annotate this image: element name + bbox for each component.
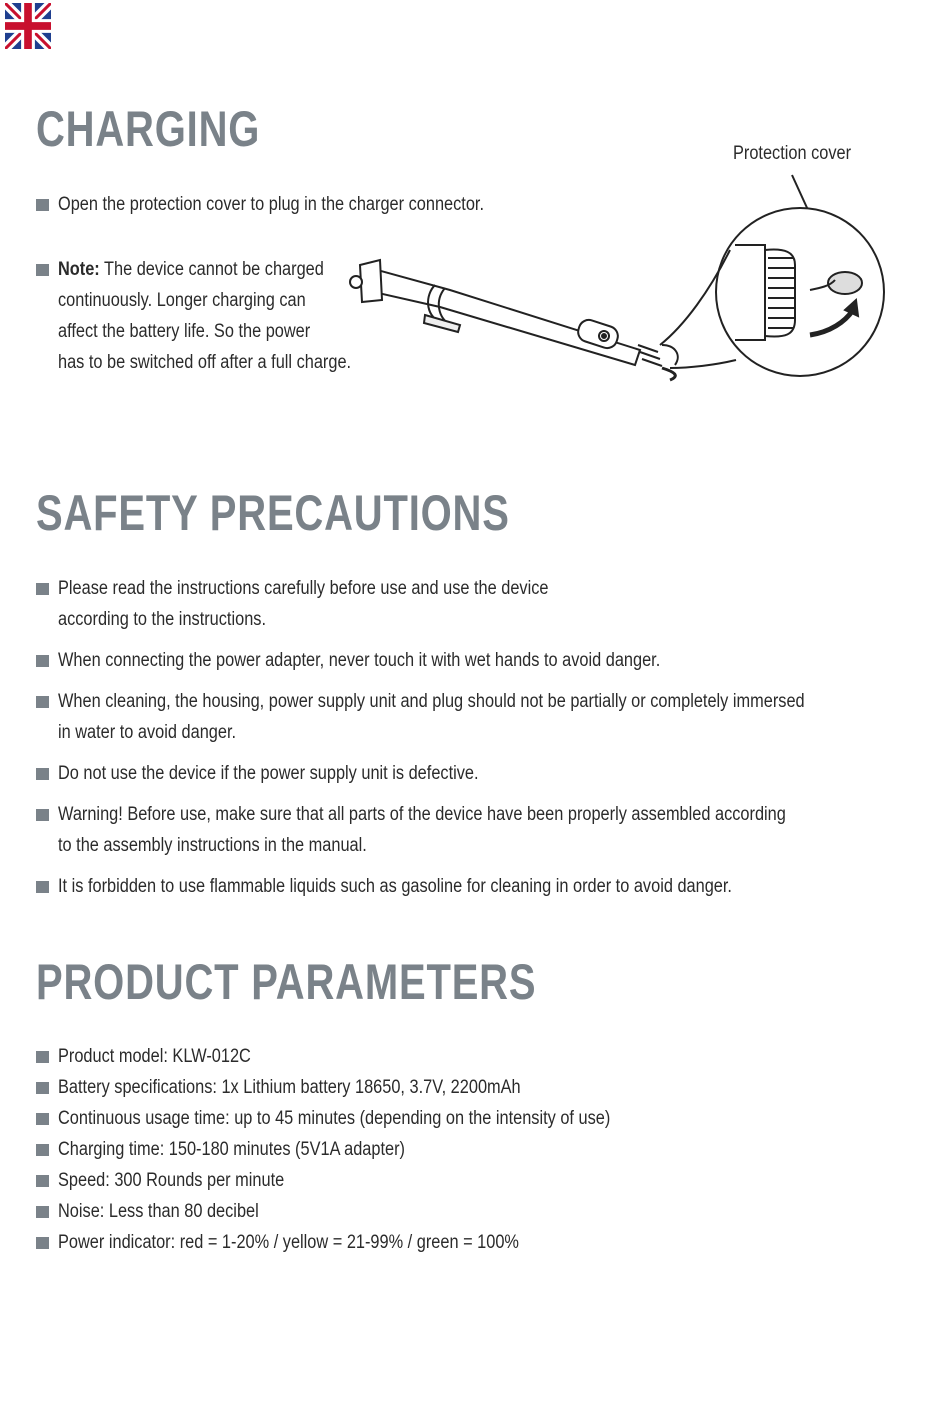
safety-title: SAFETY PRECAUTIONS	[36, 485, 510, 541]
list-item: Warning! Before use, make sure that all parts of the device have been properly assembled according	[36, 799, 904, 830]
safety-list	[36, 871, 842, 902]
list-item: Please read the instructions carefully before use and use the device	[36, 573, 628, 604]
list-item: according to the instructions.	[58, 609, 266, 630]
square-bullet-icon	[36, 1144, 49, 1156]
note-label: Note:	[58, 259, 100, 280]
list-item: Do not use the device if the power supply unit is defective.	[36, 758, 547, 789]
list-item: Product model: KLW-012C	[36, 1041, 700, 1072]
list-item: When connecting the power adapter, never touch it with wet hands to avoid danger.	[36, 645, 758, 676]
square-bullet-icon	[36, 655, 49, 667]
list-item: Charging time: 150-180 minutes (5V1A adapter)	[36, 1134, 700, 1165]
safety-list	[36, 645, 758, 676]
charger-device-illustration	[340, 140, 920, 400]
list-item: When cleaning, the housing, power supply unit and plug should not be partially or completely immersed	[36, 686, 926, 717]
list-item: Power indicator: red = 1-20% / yellow = 21-99% / green = 100%	[36, 1227, 700, 1258]
list-item: has to be switched off after a full charge.	[58, 352, 352, 373]
list-item: Noise: Less than 80 decibel	[36, 1196, 700, 1227]
charging-title: CHARGING	[36, 101, 261, 157]
square-bullet-icon	[36, 1175, 49, 1187]
list-item: affect the battery life. So the power	[58, 321, 311, 342]
square-bullet-icon	[36, 809, 49, 821]
list-item: in water to avoid danger.	[58, 722, 237, 743]
list-item: Open the protection cover to plug in the charger connector.	[36, 189, 553, 220]
protection-cover-label: Protection cover	[733, 143, 852, 164]
square-bullet-icon	[36, 199, 49, 211]
list-item: Battery specifications: 1x Lithium battery 18650, 3.7V, 2200mAh	[36, 1072, 700, 1103]
list-item: continuously. Longer charging can	[58, 290, 306, 311]
list-item: Speed: 300 Rounds per minute	[36, 1165, 700, 1196]
square-bullet-icon	[36, 1051, 49, 1063]
square-bullet-icon	[36, 881, 49, 893]
parameters-list	[36, 1041, 700, 1258]
safety-list	[36, 686, 926, 748]
square-bullet-icon	[36, 1206, 49, 1218]
list-item: Continuous usage time: up to 45 minutes (depending on the intensity of use)	[36, 1103, 700, 1134]
safety-list	[36, 758, 547, 789]
safety-list	[36, 573, 628, 635]
list-item: It is forbidden to use flammable liquids such as gasoline for cleaning in order to avoid danger.	[36, 871, 842, 902]
square-bullet-icon	[36, 1237, 49, 1249]
list-item: Note: The device cannot be charged	[36, 254, 399, 285]
list-item: to the assembly instructions in the manual.	[58, 835, 367, 856]
square-bullet-icon	[36, 768, 49, 780]
square-bullet-icon	[36, 264, 49, 276]
square-bullet-icon	[36, 1113, 49, 1125]
square-bullet-icon	[36, 1082, 49, 1094]
safety-list	[36, 799, 904, 861]
square-bullet-icon	[36, 696, 49, 708]
uk-flag-icon	[5, 3, 51, 49]
square-bullet-icon	[36, 583, 49, 595]
parameters-title: PRODUCT PARAMETERS	[36, 954, 537, 1010]
